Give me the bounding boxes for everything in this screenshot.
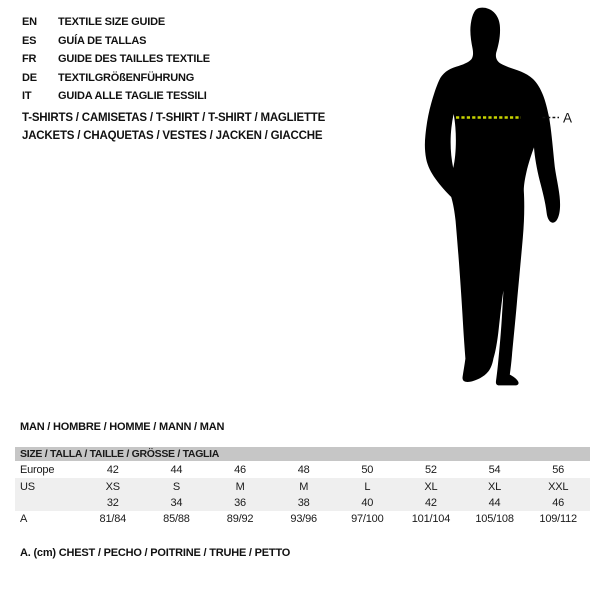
row-label: US (20, 480, 35, 493)
row-label: Europe (20, 463, 55, 476)
row-cells (81, 513, 590, 525)
table-cell: 40 (361, 497, 374, 509)
language-code: DE (22, 71, 37, 84)
table-cell: 42 (425, 497, 437, 509)
table-cell: 48 (297, 463, 310, 476)
category-line-jackets: JACKETS / CHAQUETAS / VESTES / JACKEN / GIACCHE (22, 130, 323, 142)
table-cell: 89/92 (226, 513, 254, 525)
table-cell: 97/100 (351, 513, 384, 525)
size-table-header: SIZE / TALLA / TAILLE / GRÖSSE / TAGLIA (15, 447, 590, 461)
man-silhouette-svg (410, 0, 600, 410)
table-cell: 93/96 (290, 513, 317, 525)
category-line-tshirts: T-SHIRTS / CAMISETAS / T-SHIRT / T-SHIRT / MAGLIETTE (22, 112, 326, 124)
table-cell: M (299, 480, 309, 493)
row-cells (81, 497, 590, 509)
man-silhouette-figure (410, 0, 600, 410)
language-code: FR (22, 53, 37, 66)
table-cell: 36 (234, 497, 246, 509)
size-table (15, 447, 590, 527)
table-cell: 101/104 (411, 513, 451, 525)
language-label: TEXTILE SIZE GUIDE (58, 16, 166, 29)
table-row-unlabeled (15, 495, 590, 511)
table-row-us (15, 478, 590, 495)
row-label: A (20, 513, 28, 525)
table-cell: 85/88 (163, 513, 190, 525)
language-label: GUÍA DE TALLAS (58, 34, 147, 47)
language-code: IT (22, 90, 32, 103)
table-cell: 34 (170, 497, 183, 509)
language-label: GUIDA ALLE TAGLIE TESSILI (58, 90, 207, 103)
measure-footnote: A. (cm) CHEST / PECHO / POITRINE / TRUHE / PETTO (20, 547, 291, 559)
language-label: TEXTILGRÖßENFÜHRUNG (58, 71, 195, 84)
table-row-europe (15, 461, 590, 478)
list-item (22, 13, 210, 32)
table-cell: 109/112 (539, 513, 577, 525)
list-item (22, 87, 210, 106)
table-cell: L (364, 480, 371, 493)
table-cell: 32 (106, 497, 119, 509)
table-cell: 46 (552, 497, 565, 509)
language-label: GUIDE DES TAILLES TEXTILE (58, 53, 210, 66)
table-cell: 46 (234, 463, 246, 476)
table-row-chest-a (15, 511, 590, 527)
list-item (22, 69, 210, 88)
table-cell: M (235, 480, 245, 493)
list-item (22, 32, 210, 51)
row-cells (81, 464, 590, 476)
language-guide-list (22, 13, 210, 106)
table-cell: XL (424, 480, 438, 493)
section-title-man: MAN / HOMBRE / HOMME / MANN / MAN (20, 421, 225, 433)
table-cell: 44 (488, 497, 501, 509)
table-cell: 44 (170, 463, 183, 476)
table-cell: 105/108 (475, 513, 514, 525)
table-cell: 56 (552, 463, 565, 476)
table-cell: XS (105, 480, 120, 493)
table-cell: 38 (297, 497, 310, 509)
table-cell: XXL (548, 480, 569, 493)
table-cell: 42 (106, 463, 119, 476)
table-cell: 52 (425, 463, 437, 476)
garment-categories (22, 109, 325, 145)
language-code: EN (22, 16, 37, 29)
row-cells (81, 481, 590, 493)
measure-label-a: A (563, 110, 573, 126)
language-code: ES (22, 34, 37, 47)
man-silhouette (425, 8, 560, 386)
table-cell: S (172, 480, 180, 493)
table-cell: 81/84 (99, 513, 127, 525)
table-cell: XL (488, 480, 502, 493)
table-cell: 54 (488, 463, 501, 476)
table-cell: 50 (361, 463, 374, 476)
list-item (22, 50, 210, 69)
